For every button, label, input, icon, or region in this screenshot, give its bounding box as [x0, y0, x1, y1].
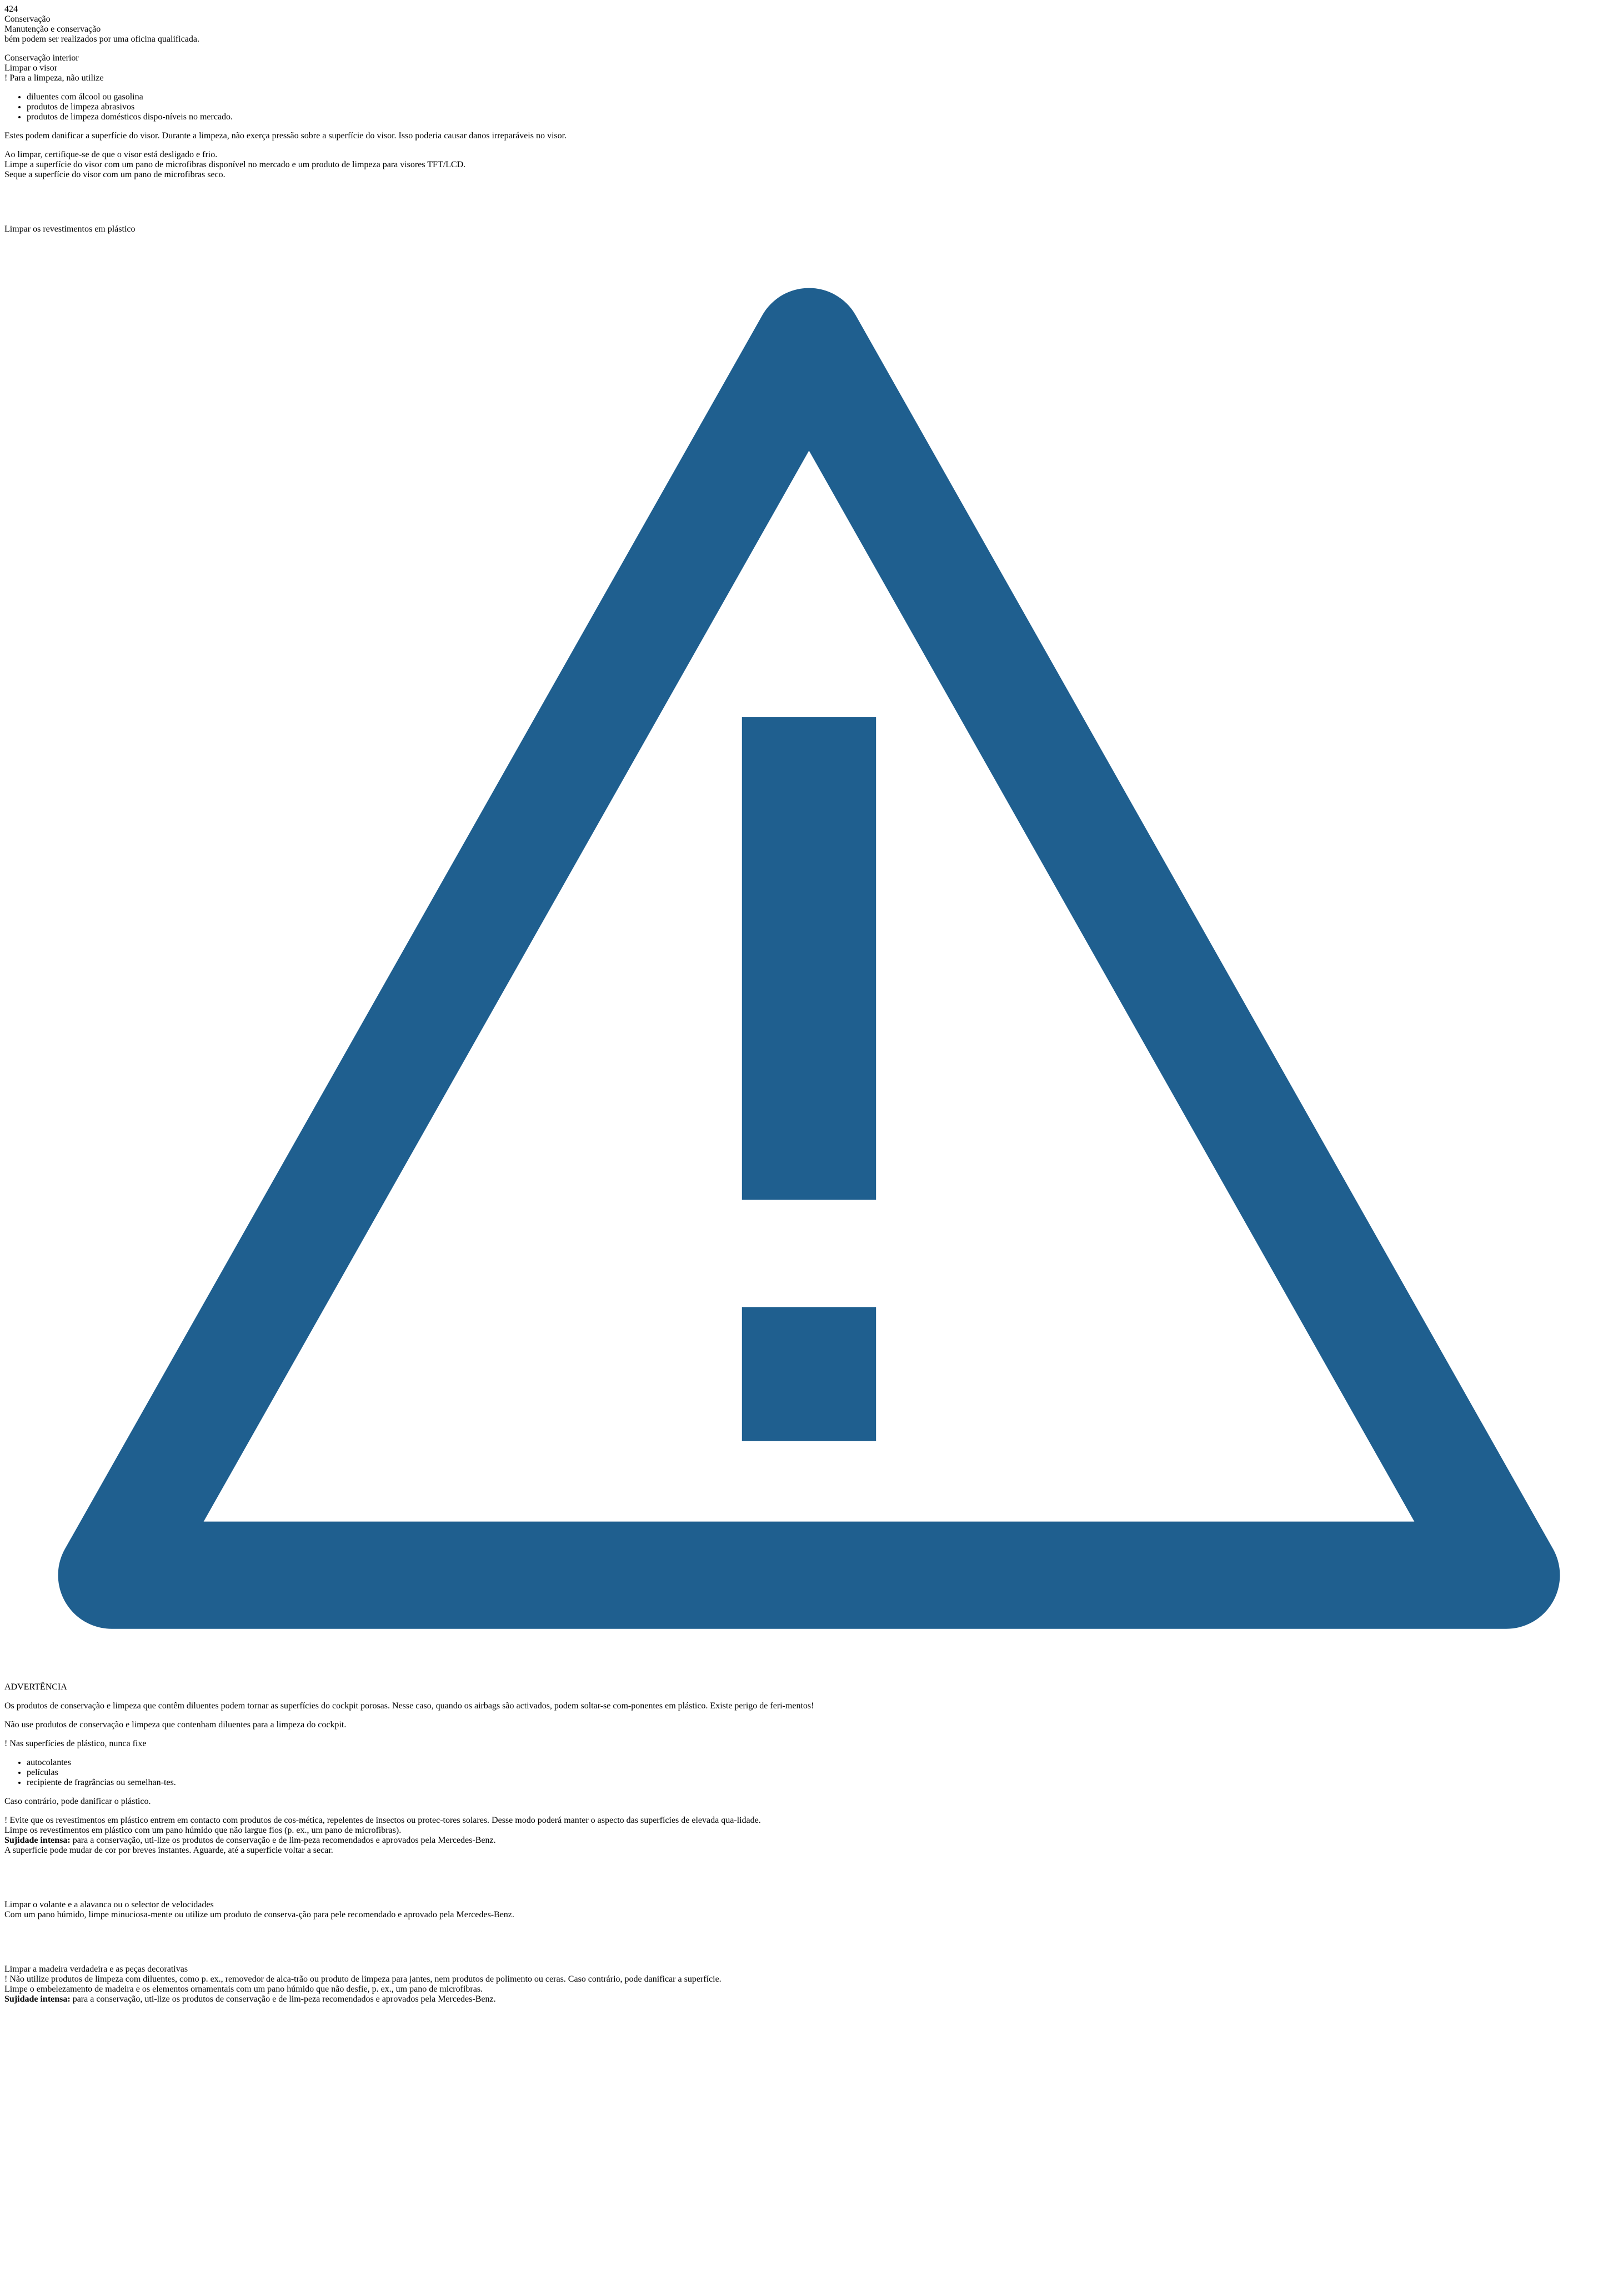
plastic-note [4, 1739, 1614, 1749]
step-item: Sujidade intensa: para a conservação, uti-lize os produtos de conservação e de lim-peza recomendados e aprovados pela Mercedes-Benz. [4, 1994, 496, 2004]
warning-title: ADVERTÊNCIA [4, 1682, 67, 1692]
heading-limpar-visor: Limpar o visor [4, 63, 58, 73]
right-column [4, 1816, 1614, 2004]
warning-text: Não use produtos de conservação e limpeza que contenham diluentes para a limpeza do cockpit. [4, 1720, 347, 1730]
step-item: Sujidade intensa: para a conservação, uti-lize os produtos de conservação e de lim-peza recomendados e aprovados pela Mercedes-Benz. [4, 1836, 496, 1846]
plastic-note-lead: Nas superfícies de plástico, nunca fixe [9, 1739, 147, 1749]
visor-note-lead: Para a limpeza, não utilize [9, 73, 104, 83]
step-item: Ao limpar, certifique-se de que o visor está desligado e frio. [4, 150, 218, 159]
intro-text: bém podem ser realizados por uma oficina qualificada. [4, 34, 199, 44]
plastic-cosmetics-note [4, 1816, 1614, 1826]
exclamation-icon: ! [4, 1739, 8, 1749]
chapter-side-label: Manutenção e conservação [4, 24, 101, 34]
left-column [4, 34, 1614, 1807]
plastic-after-text: A superfície pode mudar de cor por breves instantes. Aguarde, até a superfície voltar a secar. [4, 1846, 333, 1856]
warning-header [4, 234, 1614, 1692]
step-item: Limpe o embelezamento de madeira e os elementos ornamentais com um pano húmido que não desfie, p. ex., um pano de microfibras. [4, 1984, 483, 1994]
list-item: • películas [27, 1768, 1614, 1778]
page-title: Conservação [4, 14, 51, 24]
wood-note [4, 1974, 1614, 1984]
list-item: • produtos de limpeza abrasivos [27, 102, 1614, 112]
visor-note [4, 73, 1614, 83]
warning-box [4, 234, 1614, 1730]
page-number: 424 [4, 4, 18, 14]
list-item: • recipiente de fragrâncias ou semelhan-tes. [27, 1778, 1614, 1788]
page-header [4, 4, 1614, 24]
warning-text: Os produtos de conservação e limpeza que contêm diluentes podem tornar as superfícies do cockpit porosas. Nesse caso, quando os airbags são activados, podem soltar-se com-ponentes em plástico. Existe perigo de feri-mentos! [4, 1701, 814, 1711]
heading-limpar-volante: Limpar o volante e a alavanca ou o selector de velocidades [4, 1900, 214, 1910]
list-item: • autocolantes [27, 1758, 1614, 1768]
warning-triangle-icon [4, 234, 1614, 1682]
visor-bullet-list [4, 92, 1614, 122]
step-item: Limpe a superfície do visor com um pano de microfibras disponível no mercado e um produto de limpeza para visores TFT/LCD. [4, 160, 466, 169]
exclamation-icon: ! [4, 73, 8, 83]
list-item: • diluentes com álcool ou gasolina [27, 92, 1614, 102]
list-item: • produtos de limpeza domésticos dispo-níveis no mercado. [27, 112, 1614, 122]
visor-note-tail: Estes podem danificar a superfície do visor. Durante a limpeza, não exerça pressão sobre a superfície do visor. Isso poderia causar danos irreparáveis no visor. [4, 131, 567, 141]
exclamation-icon: ! [4, 1974, 8, 1984]
step-item: Seque a superfície do visor com um pano de microfibras seco. [4, 170, 226, 179]
plastic-note-tail: Caso contrário, pode danificar o plástico. [4, 1797, 151, 1807]
step-item: Limpe os revestimentos em plástico com um pano húmido que não largue fios (p. ex., um pano de microfibras). [4, 1826, 402, 1836]
heading-limpar-revestimentos: Limpar os revestimentos em plástico [4, 224, 136, 234]
exclamation-icon: ! [4, 1816, 8, 1826]
plastic-cosmetics-text: Evite que os revestimentos em plástico entrem em contacto com produtos de cos-mética, repelentes de insectos ou protec-tores solares. Desse modo poderá manter o aspecto das superfícies de elevada qua-lidade. [9, 1816, 761, 1826]
plastic-bullet-list [4, 1758, 1614, 1788]
section-title: Conservação interior [4, 53, 79, 63]
heading-limpar-madeira: Limpar a madeira verdadeira e as peças decorativas [4, 1964, 188, 1974]
step-item: Com um pano húmido, limpe minuciosa-mente ou utilize um produto de conserva-ção para pele recomendado e aprovado pela Mercedes-Benz. [4, 1910, 514, 1920]
chapter-side-tab [4, 24, 1614, 34]
wood-note-text: Não utilize produtos de limpeza com diluentes, como p. ex., removedor de alca-trão ou produto de limpeza para jantes, nem produtos de polimento ou ceras. Caso contrário, pode danificar a superfície. [9, 1974, 722, 1984]
